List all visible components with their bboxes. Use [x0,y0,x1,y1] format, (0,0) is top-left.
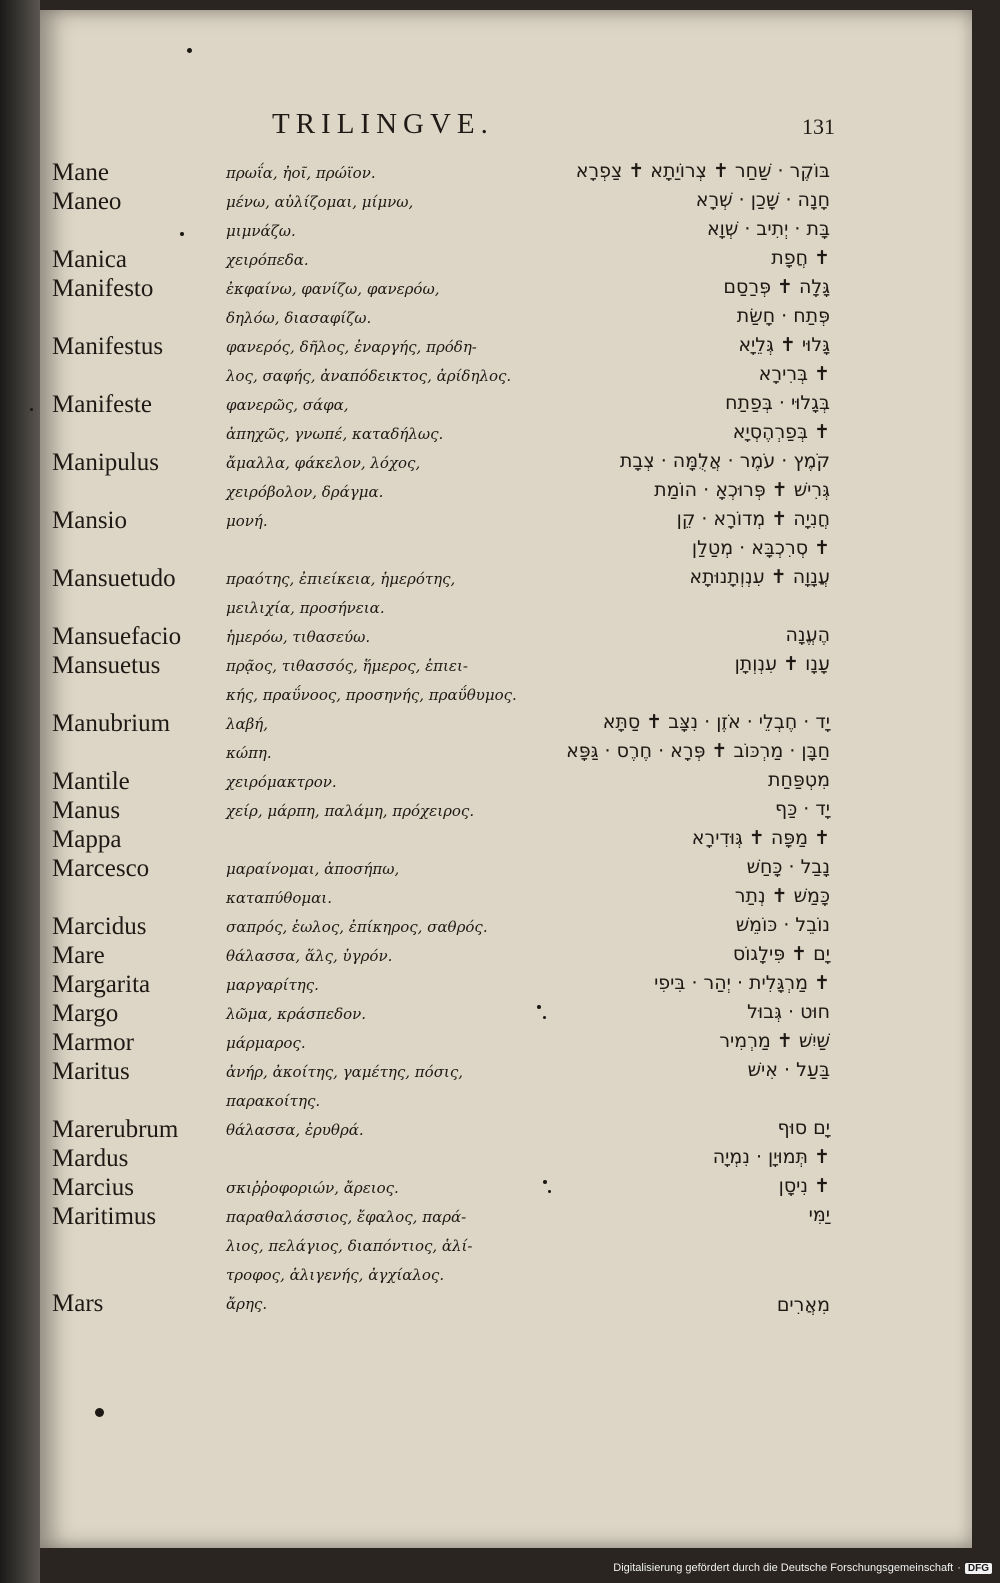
hebrew-gloss-line [548,307,830,326]
greek-gloss: χειρόβολον, δράγμα. [226,483,384,501]
hebrew-gloss-line [548,626,830,645]
hebrew-gloss-line [548,1296,830,1315]
hebrew-gloss: יָם סוּף [777,1117,830,1139]
latin-headword: Marcidus [52,913,147,940]
ink-speck [30,408,33,411]
hebrew-gloss-line [548,452,830,471]
hebrew-gloss: יָד · כַּף [775,798,830,820]
latin-headword: Mansuetus [52,652,161,679]
hebrew-gloss: גָּלוּי ✝ גְּלֵיָא [738,334,830,356]
hebrew-gloss: בַּעַל · אִישׁ [747,1059,830,1081]
latin-headword: Mare [52,942,105,969]
latin-headword: Mansuetudo [52,565,176,592]
hebrew-gloss: גָּלָה ✝ פְּרַסַם [723,276,830,298]
hebrew-gloss-line [548,568,830,587]
greek-gloss: πραότης, ἐπιείκεια, ἡμερότης, [226,570,456,588]
page-number: 131 [802,114,835,139]
hebrew-gloss: קֹמֶץ · עֹמֶר · אֲלֻמָּה · צְבָת [619,450,830,472]
running-title: TRILINGVE. [272,108,494,140]
hebrew-gloss-line [548,655,830,674]
ink-speck [180,232,184,236]
latin-headword: Mappa [52,826,122,853]
greek-gloss: κώπη. [226,744,272,762]
hebrew-gloss: נוֹבֵל · כּוֹמֵשׁ [735,914,830,936]
latin-headword: Manifesto [52,275,154,302]
greek-gloss: ἡμερόω, τιθασεύω. [226,628,371,646]
hebrew-gloss-line [548,1119,830,1138]
book-page [40,10,972,1548]
hebrew-gloss-line [548,858,830,877]
hebrew-gloss: ✝ בְּרִירָא [758,363,830,385]
greek-gloss: φανερός, δῆλος, ἐναργής, πρόδη- [226,338,477,356]
hebrew-gloss: בָּת · יְתִיב · שְׁוָא [706,218,830,240]
greek-gloss: μαργαρίτης. [226,976,319,994]
hebrew-gloss: הֶעֱנָה [785,624,830,646]
hebrew-gloss-line [548,423,830,442]
greek-gloss: μονή. [226,512,268,530]
greek-gloss: χειρόμακτρον. [226,773,337,791]
latin-headword: Margo [52,1000,119,1027]
latin-headword: Manifeste [52,391,152,418]
hebrew-gloss: ✝ חֲפָת [771,247,830,269]
greek-gloss: ἀπηχῶς, γνωπέ, καταδήλως. [226,425,444,443]
ink-speck [187,48,192,53]
hebrew-gloss-line [548,945,830,964]
hebrew-gloss: ✝ בְּפַרְהֶסְיָא [732,421,830,443]
hebrew-gloss: עֲנָוָה ✝ עִנְוְתָנוּתָא [689,566,830,588]
greek-gloss: κής, πραΰνοος, προσηνής, πραΰθυμος. [226,686,517,704]
latin-headword: Marcesco [52,855,150,882]
hebrew-gloss-line [548,974,830,993]
greek-gloss: ἐκφαίνω, φανίζω, φανερόω, [226,280,440,298]
greek-gloss: λος, σαφής, ἀναπόδεικτος, ἀρίδηλος. [226,367,512,385]
hebrew-gloss-line [548,1061,830,1080]
greek-gloss: σκιῤῥοφοριών, ἄρειος. [226,1179,399,1197]
hebrew-gloss-line [548,162,830,181]
hebrew-gloss-line [548,278,830,297]
greek-gloss: καταπύθομαι. [226,889,332,907]
hebrew-gloss: חַבָּן · מַרְכּוֹב ✝ פְּרָא · חֶרֶס · גַּפָּא [566,740,830,762]
greek-gloss: λῶμα, κράσπεδον. [226,1005,367,1023]
hebrew-gloss-line [548,1003,830,1022]
latin-headword: Marerubrum [52,1116,179,1143]
hebrew-gloss-line [548,771,830,790]
greek-gloss: μιμνάζω. [226,222,296,240]
hebrew-gloss-line [548,887,830,906]
hebrew-gloss: ✝ סְרִכְבָּא · מְטַלַן [691,537,830,559]
hebrew-gloss: בְּגָלוּי · בְּפַתַח [725,392,830,414]
greek-gloss: λαβή, [226,715,269,733]
hebrew-gloss-line [548,510,830,529]
hebrew-gloss: ✝ מַפָּה ✝ גְּוּדִירָא [691,827,830,849]
hebrew-gloss-line [548,713,830,732]
latin-headword: Manus [52,797,121,824]
hebrew-gloss-line [548,829,830,848]
hebrew-gloss-line [548,220,830,239]
latin-headword: Manipulus [52,449,159,476]
greek-gloss: δηλόω, διασαφίζω. [226,309,372,327]
hebrew-gloss-line [548,800,830,819]
funding-footer: Digitalisierung gefördert durch die Deutsche Forschungsgemeinschaft · DFG [613,1559,992,1577]
hebrew-gloss-line [548,1032,830,1051]
hebrew-gloss: ✝ נִיסָן [778,1175,830,1197]
hebrew-gloss: יָם ✝ פִּילָגוֹס [732,943,830,965]
greek-gloss: παρακοίτης. [226,1092,321,1110]
hebrew-gloss: חֲנִיָה ✝ מְדוֹרָא · קֵן [676,508,830,530]
hebrew-gloss: יָד · חֶבְלֵי · אֹזֶן · נִצָּב ✝ סַתָּא [602,711,830,733]
greek-gloss: μαραίνομαι, ἀποσήπω, [226,860,400,878]
latin-headword: Margarita [52,971,151,998]
greek-gloss: χειρόπεδα. [226,251,309,269]
hebrew-gloss-line [548,1206,830,1225]
greek-gloss: μάρμαρος. [226,1034,306,1052]
hebrew-gloss-line [548,481,830,500]
greek-gloss: ἄμαλλα, φάκελον, λόχος, [226,454,421,472]
latin-headword: Mardus [52,1145,129,1172]
hebrew-gloss-line [548,191,830,210]
hebrew-gloss-line [548,1148,830,1167]
greek-gloss: παραθαλάσσιος, ἔφαλος, παρά- [226,1208,467,1226]
latin-headword: Mansuefacio [52,623,182,650]
hebrew-gloss: נָבַל · כָּחַשׁ [746,856,830,878]
hebrew-gloss-line [548,742,830,761]
greek-gloss: πρωΐα, ἠοῖ, πρώϊον. [226,164,376,182]
greek-gloss: ἀνήρ, ἀκοίτης, γαμέτης, πόσις, [226,1063,463,1081]
hebrew-gloss-line [548,539,830,558]
hebrew-gloss: יַמִּי [808,1204,830,1226]
hebrew-gloss-line [548,336,830,355]
latin-headword: Mansio [52,507,127,534]
greek-gloss: σαπρός, ἑωλος, ἐπίκηρος, σαθρός. [226,918,488,936]
hebrew-gloss: ✝ מַרְגָּלִית · יְהַר · בִּיפִי [654,972,830,994]
latin-headword: Maritus [52,1058,130,1085]
hebrew-gloss-line [548,249,830,268]
greek-gloss: φανερῶς, σάφα, [226,396,349,414]
latin-headword: Maritimus [52,1203,157,1230]
greek-gloss: θάλασσα, ἅλς, ὑγρόν. [226,947,393,965]
latin-headword: Maneo [52,188,122,215]
hebrew-gloss: חוּט · גְּבוּל [747,1001,830,1023]
latin-headword: Mars [52,1290,104,1317]
latin-headword: Manubrium [52,710,171,737]
book-spine [0,0,40,1583]
hebrew-gloss: עָנָו ✝ עִנְוְתָן [734,653,830,675]
footer-text: Digitalisierung gefördert durch die Deutsche Forschungsgemeinschaft [613,1562,954,1574]
hebrew-gloss-line [548,1177,830,1196]
hebrew-gloss-line [548,916,830,935]
dfg-logo: DFG [965,1563,992,1574]
greek-gloss: τροφος, ἁλιγενής, ἀγχίαλος. [226,1266,445,1284]
hebrew-gloss: פְּתַח · חָשַׂת [736,305,830,327]
greek-gloss: μένω, αὐλίζομαι, μίμνω, [226,193,414,211]
hebrew-gloss: ✝ תְּמוּיָן · נִמְיָה [712,1146,830,1168]
latin-headword: Marmor [52,1029,134,1056]
ink-speck [95,1408,104,1417]
greek-gloss: θάλασσα, ἐρυθρά. [226,1121,364,1139]
latin-headword: Mantile [52,768,130,795]
hebrew-gloss: מִטְפַּחַת [768,769,830,791]
hebrew-gloss-line [548,365,830,384]
latin-headword: Manifestus [52,333,164,360]
greek-gloss: μειλιχία, προσήνεια. [226,599,385,617]
hebrew-gloss: כָּמַשׁ ✝ נְתַר [734,885,830,907]
hebrew-gloss: גְּרִישׁ ✝ פְּרוּכְאָ · הוֹמַת [654,479,830,501]
greek-gloss: ἄρης. [226,1295,268,1313]
hebrew-gloss-line [548,394,830,413]
hebrew-gloss: שַׁיִשׁ ✝ מַרְמִיר [719,1030,830,1052]
latin-headword: Marcius [52,1174,134,1201]
latin-headword: Mane [52,159,109,186]
hebrew-gloss: חָנָה · שָׁכַן · שְׁרָא [695,189,830,211]
hebrew-gloss: מִאֲרִים [776,1294,830,1316]
greek-gloss: πρᾷος, τιθασσός, ἥμερος, ἐπιει- [226,657,468,675]
latin-headword: Manica [52,246,127,273]
hebrew-gloss: בּוֹקֶר · שַׁחַר ✝ צְרוֹיַתָא ✝ צַפְרָא [575,160,830,182]
greek-gloss: χείρ, μάρπη, παλάμη, πρόχειρος. [226,802,475,820]
greek-gloss: λιος, πελάγιος, διαπόντιος, ἁλί- [226,1237,473,1255]
